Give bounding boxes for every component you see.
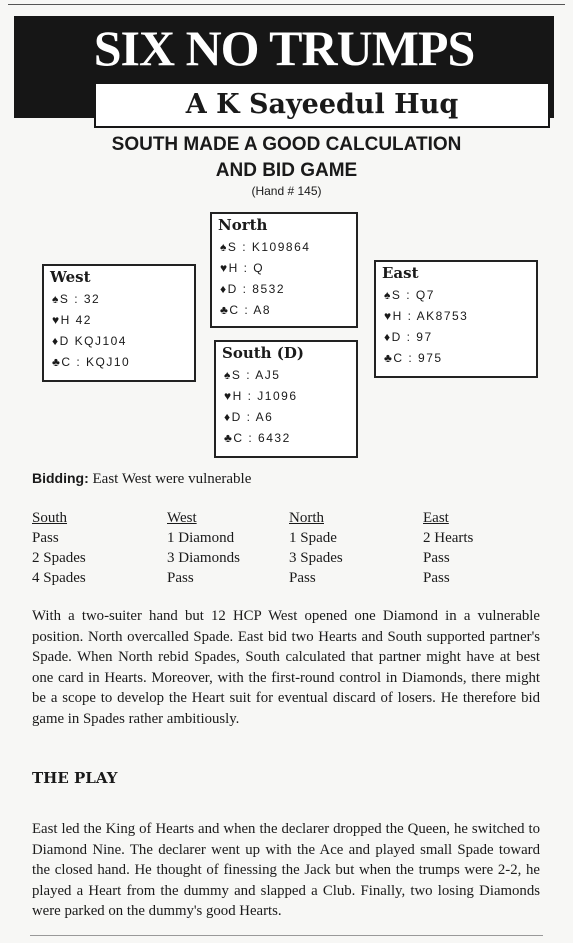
author-box <box>94 82 550 128</box>
spades-holding: ♠S : AJ5 <box>224 368 281 382</box>
west-hand <box>42 264 196 382</box>
diamonds-holding: ♦D : 8532 <box>220 282 285 296</box>
clubs-holding: ♣C : 975 <box>384 351 443 365</box>
south-hand <box>214 340 358 458</box>
column-title: SIX NO TRUMPS <box>93 20 475 76</box>
analysis-paragraph: With a two-suiter hand but 12 HCP West opened one Diamond in a vulnerable position. North overcalled Spade. East bid two Hearts and South supported partner's Spade. When North rebid Spades, South calculated that partner might have at best one card in Hearts. Moreover, with the first-round control in Diamonds, there might be a scope to develop the Heart suit for eventual discard of losers. He therefore bid game in Spades rather ambitiously. <box>32 608 540 727</box>
masthead <box>14 16 554 118</box>
bid: 4 Spades <box>32 570 86 586</box>
bidding-column-west <box>167 508 240 588</box>
bid: 1 Diamond <box>167 530 235 546</box>
hand-name: North <box>218 216 268 234</box>
hand-number: (Hand # 145) <box>251 184 322 198</box>
diamonds-holding: ♦D : A6 <box>224 410 274 424</box>
play-paragraph: East led the King of Hearts and when the declarer dropped the Queen, he switched to Diamond Nine. The declarer went up with the Ace and played small Spade toward the closed hand. He thought of finessing the Jack but when the trumps were 2-2, he played a Heart from the dummy and slapped a Club. Finally, two losing Diamonds were parked on the dummy's good Hearts. <box>32 821 540 919</box>
diamonds-holding: ♦D KQJ104 <box>52 334 127 348</box>
bid: 2 Spades <box>32 550 86 566</box>
headline-line-2: AND BID GAME <box>215 160 358 181</box>
hearts-holding: ♥H 42 <box>52 313 92 327</box>
bid: Pass <box>32 530 59 546</box>
headline-line-1: SOUTH MADE A GOOD CALCULATION <box>111 134 462 155</box>
bid: Pass <box>167 570 194 586</box>
hearts-holding: ♥H : AK8753 <box>384 309 469 323</box>
hand-name: East <box>382 264 419 282</box>
east-hand <box>374 260 538 378</box>
hand-name: West <box>50 268 91 286</box>
spades-holding: ♠S : K109864 <box>220 240 311 254</box>
bottom-rule <box>30 935 543 936</box>
bidding-column-north <box>289 508 343 588</box>
bid: 3 Spades <box>289 550 343 566</box>
bidding-column-east <box>423 508 473 588</box>
column-header: North <box>289 510 324 526</box>
spades-holding: ♠S : 32 <box>52 292 101 306</box>
hearts-holding: ♥H : J1096 <box>224 389 298 403</box>
bid: Pass <box>423 570 450 586</box>
top-rule <box>8 4 565 5</box>
hand-name: South (D) <box>222 344 305 362</box>
clubs-holding: ♣C : A8 <box>220 303 272 317</box>
hearts-holding: ♥H : Q <box>220 261 265 275</box>
bidding-column-south <box>32 508 86 588</box>
column-header: East <box>423 510 449 526</box>
vulnerability-note: East West were vulnerable <box>92 471 252 487</box>
bid: 3 Diamonds <box>167 550 240 566</box>
bid: Pass <box>423 550 450 566</box>
spades-holding: ♠S : Q7 <box>384 288 435 302</box>
bidding-label: Bidding: <box>32 470 89 486</box>
clubs-holding: ♣C : 6432 <box>224 431 291 445</box>
bid: 1 Spade <box>289 530 337 546</box>
author-name: A K Sayeedul Huq <box>185 89 459 120</box>
column-header: South <box>32 510 68 526</box>
play-heading: THE PLAY <box>32 769 118 787</box>
north-hand <box>210 212 358 328</box>
bid: 2 Hearts <box>423 530 474 546</box>
clubs-holding: ♣C : KQJ10 <box>52 355 131 369</box>
bidding-line <box>32 470 251 488</box>
column-header: West <box>167 510 197 526</box>
diamonds-holding: ♦D : 97 <box>384 330 433 344</box>
bid: Pass <box>289 570 316 586</box>
